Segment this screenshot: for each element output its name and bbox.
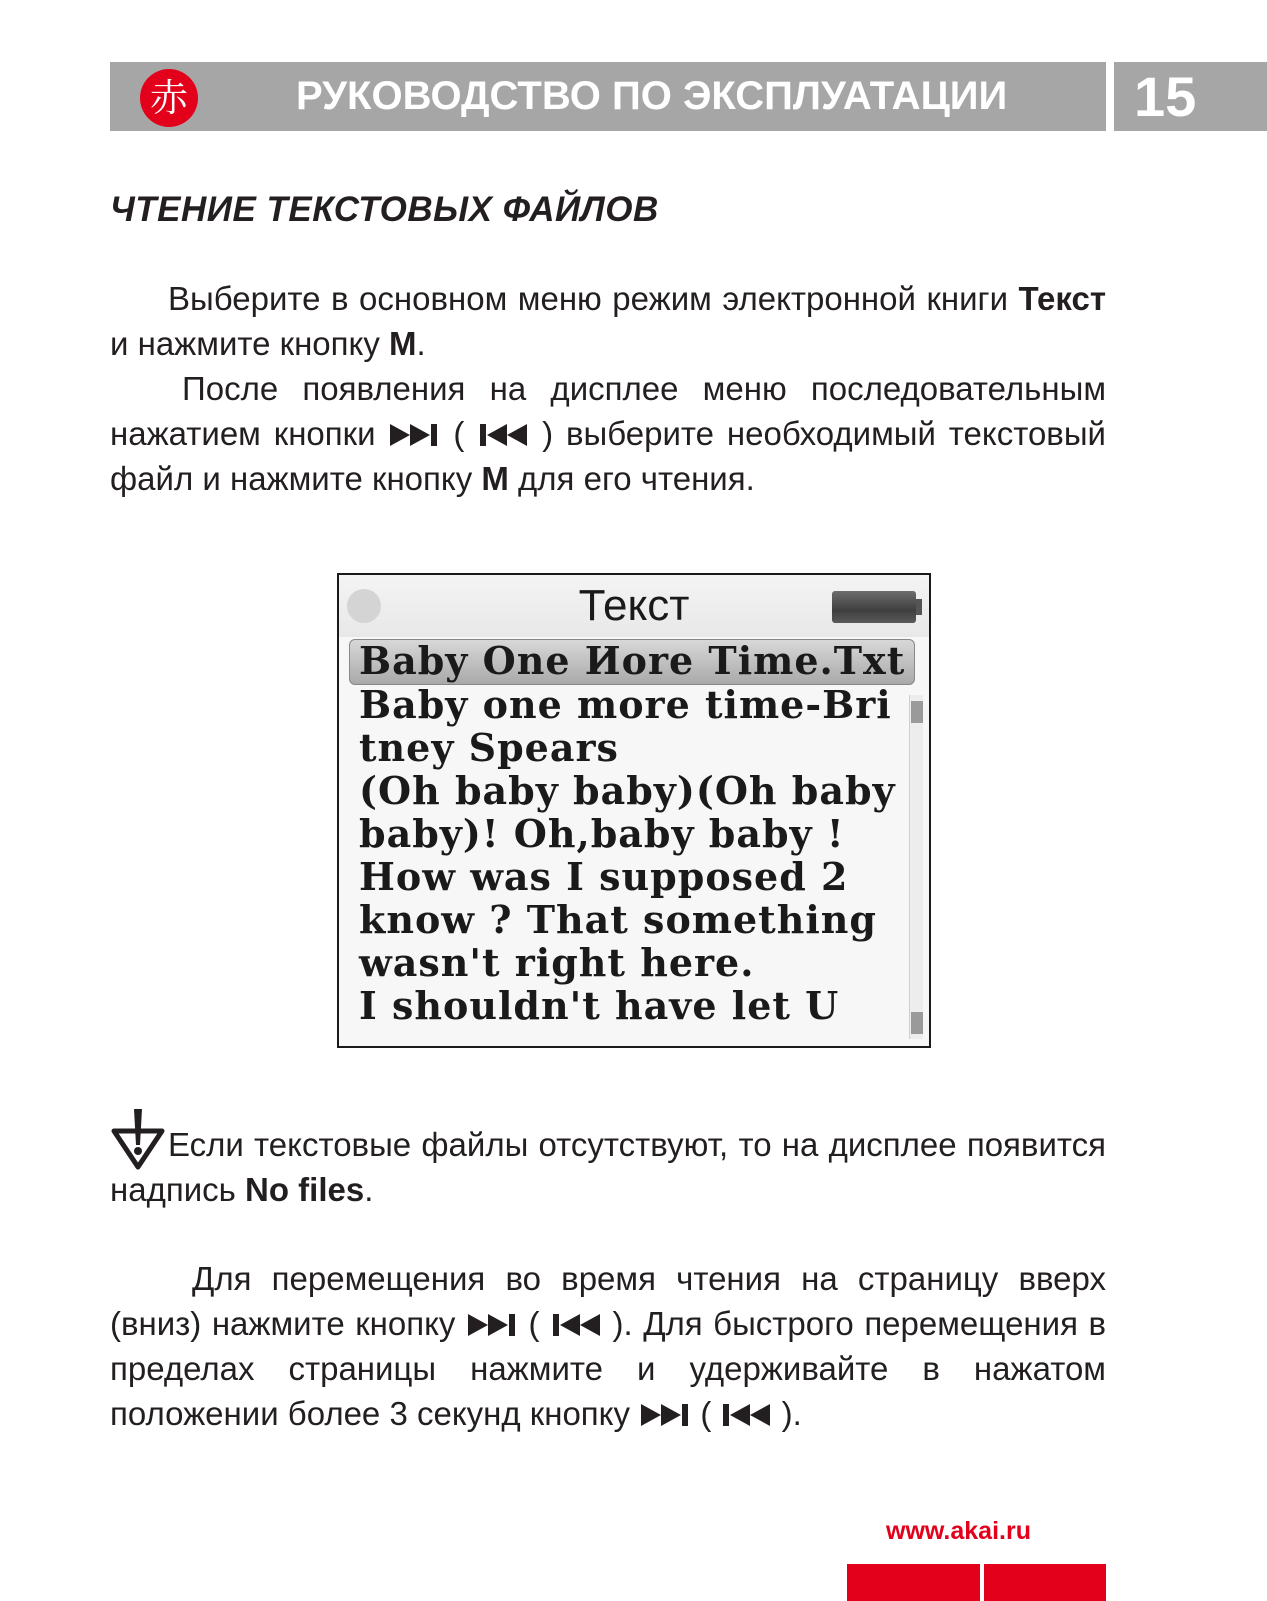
text-line: Baby one more time-Bri: [359, 682, 892, 727]
footer-band: [847, 1564, 980, 1601]
akai-logo: 赤: [140, 69, 198, 127]
prev-track-icon: [477, 422, 529, 448]
text-line: How was I supposed 2: [359, 854, 849, 899]
page-number: 15: [1114, 62, 1267, 131]
prev-track-icon: [550, 1312, 602, 1338]
footer-band: [984, 1564, 1106, 1601]
battery-cap: [916, 599, 922, 615]
footer-url[interactable]: www.akai.ru: [886, 1517, 1031, 1545]
text-line: tney Spears: [359, 725, 619, 770]
text-line: know ? That something: [359, 897, 877, 942]
scrollbar-end: [911, 1012, 923, 1034]
text-line: wasn't right here.: [359, 940, 755, 985]
battery-icon: [832, 591, 916, 623]
scrollbar-track[interactable]: [909, 695, 923, 1039]
selected-file-name: Baby One Иore Time.Txt: [359, 638, 906, 683]
note-no-files: Если текстовые файлы отсутствуют, то на дисплее появится надпись No files.: [110, 1126, 1106, 1208]
paragraph-select-file: После появления на дисплее меню последовательным нажатием кнопки ( ) выберите необходимый текстовый файл и нажмите кнопку М для его чтения.: [110, 370, 1106, 497]
manual-title: РУКОВОДСТВО ПО ЭКСПЛУАТАЦИИ: [296, 74, 1008, 118]
scrollbar-thumb[interactable]: [911, 701, 923, 723]
next-track-icon: [388, 422, 440, 448]
text-line: baby)! Oh,baby baby !: [359, 811, 845, 856]
text-line: (Oh baby baby)(Oh baby: [359, 768, 896, 813]
next-track-icon: [466, 1312, 518, 1338]
text-line: I shouldn't have let U: [359, 983, 840, 1028]
paragraph-page-navigation: Для перемещения во время чтения на страницу вверх (вниз) нажмите кнопку ( ). Для быстрого перемещения в пределах страницы нажмите и удерживайте в нажатом положении более 3 секунд кнопку ( ).: [110, 1260, 1106, 1432]
screen-title: Текст: [578, 581, 690, 630]
next-track-icon: [639, 1402, 691, 1428]
device-screen: [337, 573, 931, 1048]
section-title: ЧТЕНИЕ ТЕКСТОВЫХ ФАЙЛОВ: [110, 190, 659, 229]
paragraph-select-mode: Выберите в основном меню режим электронной книги Текст и нажмите кнопку М.: [110, 280, 1106, 362]
prev-track-icon: [720, 1402, 772, 1428]
